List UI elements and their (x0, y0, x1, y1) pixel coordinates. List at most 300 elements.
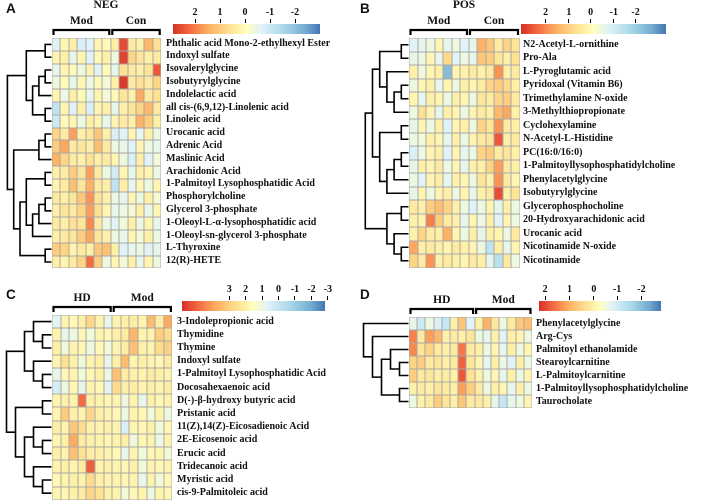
heatmap-cell (86, 394, 95, 407)
heatmap-cell (128, 192, 136, 205)
heatmap-cell (86, 230, 94, 243)
heatmap-cell (443, 200, 452, 214)
heatmap-cell (119, 192, 127, 205)
heatmap-cell (69, 341, 78, 354)
heatmap-cell (119, 115, 127, 128)
heatmap-cell (112, 368, 121, 381)
heatmap-cell (418, 187, 427, 201)
heatmap-cell (503, 92, 512, 106)
heatmap-cell (128, 153, 136, 166)
heatmap-cell (60, 140, 68, 153)
heatmap-cell (435, 38, 444, 52)
heatmap-cell (153, 64, 161, 77)
heatmap-cell (460, 38, 469, 52)
heatmap-cell (111, 102, 119, 115)
heatmap-cell (153, 192, 161, 205)
heatmap-cell (442, 382, 450, 395)
heatmap-cell (136, 102, 144, 115)
heatmap-cell (128, 166, 136, 179)
heatmap-cell (425, 369, 433, 382)
heatmap-cell (475, 382, 483, 395)
heatmap-cell (111, 140, 119, 153)
heatmap-cell (516, 343, 524, 356)
heatmap-cell (507, 356, 515, 369)
heatmap-cell (458, 343, 466, 356)
heatmap-cell (426, 227, 435, 241)
legend-tick-label: -1 (290, 284, 300, 295)
legend-tick (270, 19, 271, 23)
heatmap-cell (86, 460, 95, 473)
heatmap-cell (136, 192, 144, 205)
heatmap-cell (138, 381, 147, 394)
heatmap-cell (129, 473, 138, 486)
legend-tick-label: 2 (192, 7, 198, 18)
heatmap-cell (112, 447, 121, 460)
heatmap-cell (460, 227, 469, 241)
heatmap-cell (417, 343, 425, 356)
heatmap-cell (409, 200, 418, 214)
heatmap-cell (460, 92, 469, 106)
row-label: Urocanic acid (166, 127, 225, 139)
row-label: Isovalerylglycine (166, 63, 239, 75)
heatmap-cell (452, 214, 461, 228)
heatmap-cell (102, 140, 110, 153)
heatmap-cell (144, 89, 152, 102)
heatmap-cell (78, 394, 87, 407)
heatmap-cell (78, 434, 87, 447)
heatmap-cell (60, 217, 68, 230)
heatmap-cell (511, 52, 520, 66)
heatmap-cell (61, 407, 70, 420)
heatmap-cell (409, 173, 418, 187)
heatmap-cell (491, 356, 499, 369)
heatmap-cell (524, 343, 532, 356)
heatmap-cell (129, 381, 138, 394)
heatmap-cell (147, 355, 156, 368)
heatmap-cell (144, 217, 152, 230)
heatmap-cell (69, 153, 77, 166)
heatmap-cell (426, 173, 435, 187)
heatmap-cell (486, 187, 495, 201)
group-label-con: Con (125, 15, 147, 27)
row-label: Arachidonic Acid (166, 165, 241, 177)
heatmap-cell (477, 52, 486, 66)
heatmap-cell (409, 146, 418, 160)
heatmap-cell (435, 133, 444, 147)
heatmap-cell (119, 204, 127, 217)
heatmap-cell (409, 119, 418, 133)
heatmap-cell (164, 355, 173, 368)
heatmap-cell (94, 217, 102, 230)
heatmap-cell (452, 254, 461, 268)
heatmap-cell (153, 140, 161, 153)
heatmap-cell (511, 92, 520, 106)
heatmap-cell (52, 473, 61, 486)
heatmap-cell (52, 166, 60, 179)
heatmap-cell (52, 407, 61, 420)
heatmap-cell (121, 460, 130, 473)
heatmap-cell (511, 173, 520, 187)
legend-tick-label: -1 (609, 7, 618, 18)
heatmap-cell (77, 102, 85, 115)
heatmap-cell (111, 115, 119, 128)
legend-tick-label: 0 (591, 284, 597, 295)
heatmap-cell (144, 76, 152, 89)
heatmap-cell (69, 315, 78, 328)
heatmap-cell (95, 421, 104, 434)
row-label: D(-)-β-hydroxy butyric acid (177, 394, 296, 406)
heatmap-cell (104, 473, 113, 486)
heatmap-cell (477, 133, 486, 147)
row-label: Urocanic acid (523, 227, 582, 239)
heatmap-cell (112, 381, 121, 394)
row-label: Indoxyl sulfate (177, 355, 241, 367)
legend-tick (613, 19, 614, 23)
row-label: Phthalic acid Mono-2-ethylhexyl Ester (166, 37, 331, 49)
heatmap-cell (60, 38, 68, 51)
heatmap-cell (460, 200, 469, 214)
heatmap-cell (69, 434, 78, 447)
heatmap-cell (102, 179, 110, 192)
heatmap-cell (147, 473, 156, 486)
heatmap-cell (129, 421, 138, 434)
heatmap-cell (503, 227, 512, 241)
heatmap-cell (477, 200, 486, 214)
heatmap-cell (418, 52, 427, 66)
panel-letter-d: D (360, 287, 370, 302)
heatmap-cell (511, 214, 520, 228)
heatmap-cell (61, 355, 70, 368)
heatmap-cell (147, 394, 156, 407)
heatmap-cell (409, 106, 418, 120)
heatmap-cell (418, 227, 427, 241)
row-label: Stearoylcarnitine (536, 356, 610, 368)
heatmap-cell (78, 315, 87, 328)
legend-tick (311, 296, 312, 300)
heatmap-cell (136, 243, 144, 256)
heatmap-cell (94, 128, 102, 141)
heatmap-cell (60, 179, 68, 192)
heatmap-cell (121, 341, 130, 354)
heatmap-cell (78, 421, 87, 434)
heatmap-cell (61, 434, 70, 447)
heatmap-cell (434, 356, 442, 369)
heatmap-cell (155, 447, 164, 460)
heatmap-cell (499, 382, 507, 395)
heatmap-cell (94, 51, 102, 64)
heatmap-cell (155, 394, 164, 407)
legend-tick-label: -2 (307, 284, 316, 295)
heatmap-cell (435, 146, 444, 160)
heatmap-cell (119, 140, 127, 153)
heatmap-cell (486, 254, 495, 268)
row-label: Pyridoxal (Vitamin B6) (523, 79, 623, 90)
heatmap-cell (409, 92, 418, 106)
heatmap-cell (494, 173, 503, 187)
heatmap-cell (136, 51, 144, 64)
heatmap-cell (102, 51, 110, 64)
heatmap-cell (434, 382, 442, 395)
heatmap-cell (511, 227, 520, 241)
heatmap-cell (77, 153, 85, 166)
heatmap-cell (52, 51, 60, 64)
heatmap-cell (418, 146, 427, 160)
heatmap-cell (121, 368, 130, 381)
legend-tick-label: -1 (265, 7, 275, 18)
heatmap-cell (443, 146, 452, 160)
heatmap-cell (409, 369, 417, 382)
heatmap-cell (153, 89, 161, 102)
heatmap-cell (111, 230, 119, 243)
heatmap-cell (483, 330, 491, 343)
row-label: Phosphorylcholine (166, 191, 246, 203)
heatmap-cell (483, 395, 491, 408)
heatmap-cell (507, 369, 515, 382)
heatmap-cell (418, 92, 427, 106)
heatmap-cell (119, 166, 127, 179)
heatmap-cell (164, 394, 173, 407)
heatmap-cell (86, 115, 94, 128)
heatmap-cell (129, 341, 138, 354)
heatmap-cell (69, 473, 78, 486)
heatmap-cell (104, 421, 113, 434)
heatmap-cell (435, 65, 444, 79)
row-label: Palmitoyl ethanolamide (536, 343, 638, 355)
heatmap-cell (469, 200, 478, 214)
heatmap-cell (119, 51, 127, 64)
heatmap-cell (503, 133, 512, 147)
row-label: Pro-Ala (523, 52, 557, 63)
heatmap-cell (511, 133, 520, 147)
heatmap-cell (516, 330, 524, 343)
heatmap-cell (128, 140, 136, 153)
heatmap-cell (128, 64, 136, 77)
heatmap-cell (418, 241, 427, 255)
heatmap-cell (483, 356, 491, 369)
heatmap-cell (128, 115, 136, 128)
heatmap-cell (102, 38, 110, 51)
heatmap-cell (469, 227, 478, 241)
heatmap-cell (450, 330, 458, 343)
heatmap-cell (458, 330, 466, 343)
heatmap-cell (409, 79, 418, 93)
heatmap-cell (52, 140, 60, 153)
heatmap-cell (164, 421, 173, 434)
heatmap-cell (77, 217, 85, 230)
heatmap-cell (128, 243, 136, 256)
heatmap-cell (86, 204, 94, 217)
heatmap-cell (469, 65, 478, 79)
heatmap-cell (486, 133, 495, 147)
heatmap-cell (86, 434, 95, 447)
heatmap-cell (426, 92, 435, 106)
heatmap-cell (460, 79, 469, 93)
heatmap-cell (511, 160, 520, 174)
heatmap-cell (418, 65, 427, 79)
group-label-mod: Mod (427, 15, 451, 27)
heatmap-cell (61, 447, 70, 460)
heatmap-cell (102, 128, 110, 141)
heatmap-cell (443, 227, 452, 241)
heatmap-cell (60, 115, 68, 128)
heatmap-cell (104, 460, 113, 473)
heatmap-cell (466, 317, 474, 330)
heatmap-cell (138, 355, 147, 368)
heatmap-cell (60, 230, 68, 243)
group-label-hd: HD (73, 292, 91, 304)
heatmap-cell (86, 256, 94, 269)
heatmap-cell (466, 356, 474, 369)
heatmap-cell (129, 328, 138, 341)
heatmap-cell (516, 382, 524, 395)
heatmap-cell (52, 447, 61, 460)
heatmap-cell (503, 173, 512, 187)
heatmap-cell (477, 92, 486, 106)
heatmap-cell (155, 328, 164, 341)
panel-letter-c: C (6, 287, 16, 302)
legend-tick (262, 296, 263, 300)
heatmap-cell (452, 119, 461, 133)
heatmap-cell (460, 146, 469, 160)
heatmap-cell (425, 382, 433, 395)
heatmap-cell (443, 187, 452, 201)
heatmap-cell (443, 119, 452, 133)
heatmap-cell (507, 343, 515, 356)
heatmap-cell (69, 128, 77, 141)
heatmap-cell (111, 217, 119, 230)
heatmap-cell (426, 187, 435, 201)
heatmap-cell (486, 173, 495, 187)
legend-tick-label: 2 (243, 284, 249, 295)
heatmap-cell (121, 447, 130, 460)
heatmap-cell (435, 227, 444, 241)
legend-tick (278, 296, 279, 300)
heatmap-cell (52, 76, 60, 89)
heatmap-cell (77, 243, 85, 256)
heatmap-cell (494, 133, 503, 147)
heatmap-cell (86, 217, 94, 230)
heatmap-cell (426, 214, 435, 228)
heatmap-cell (452, 200, 461, 214)
legend-colorbar (173, 24, 320, 34)
heatmap-cell (466, 343, 474, 356)
heatmap-cell (452, 38, 461, 52)
heatmap-cell (102, 204, 110, 217)
heatmap-cell (61, 487, 70, 500)
heatmap-cell (111, 51, 119, 64)
heatmap-cell (452, 173, 461, 187)
heatmap-cell (111, 153, 119, 166)
heatmap-cell (136, 204, 144, 217)
heatmap-cell (475, 356, 483, 369)
heatmap-cell (61, 315, 70, 328)
heatmap-cell (452, 106, 461, 120)
heatmap-cell (95, 447, 104, 460)
heatmap-cell (69, 38, 77, 51)
heatmap-cell (486, 92, 495, 106)
heatmap-cell (147, 447, 156, 460)
heatmap-cell (52, 394, 61, 407)
heatmap-cell (69, 115, 77, 128)
heatmap-cell (112, 473, 121, 486)
heatmap-cell (112, 407, 121, 420)
heatmap-cell (503, 146, 512, 160)
heatmap-cell (452, 52, 461, 66)
heatmap-cell (164, 447, 173, 460)
heatmap-cell (475, 369, 483, 382)
heatmap-cell (52, 256, 60, 269)
heatmap-cell (153, 102, 161, 115)
row-label: Arg-Cys (536, 330, 573, 342)
row-label: Erucic acid (177, 447, 226, 459)
heatmap-cell (138, 487, 147, 500)
heatmap-cell (524, 356, 532, 369)
heatmap-cell (104, 355, 113, 368)
heatmap-cell (69, 243, 77, 256)
heatmap-cell (147, 381, 156, 394)
heatmap-cell (60, 51, 68, 64)
heatmap-cell (147, 434, 156, 447)
heatmap-cell (426, 200, 435, 214)
row-label: L-Pyroglutamic acid (523, 65, 611, 77)
heatmap-cell (112, 487, 121, 500)
heatmap-cell (77, 230, 85, 243)
heatmap-cell (442, 317, 450, 330)
heatmap-cell (128, 217, 136, 230)
heatmap-cell (147, 421, 156, 434)
heatmap-cell (69, 64, 77, 77)
heatmap-cell (435, 92, 444, 106)
heatmap-cell (458, 356, 466, 369)
heatmap-cell (136, 38, 144, 51)
heatmap-cell (155, 487, 164, 500)
legend-tick (617, 296, 618, 300)
heatmap-cell (69, 204, 77, 217)
heatmap-cell (409, 227, 418, 241)
heatmap-cell (475, 317, 483, 330)
row-label: Indoxyl sulfate (166, 50, 230, 62)
heatmap-cell (409, 187, 418, 201)
heatmap-cell (95, 434, 104, 447)
row-label: Nicotinamide N-oxide (523, 241, 617, 252)
heatmap-cell (104, 328, 113, 341)
heatmap-cell (69, 192, 77, 205)
heatmap-cell (52, 115, 60, 128)
heatmap-cell (52, 89, 60, 102)
heatmap-cell (102, 166, 110, 179)
heatmap-cell (86, 447, 95, 460)
heatmap-cell (164, 407, 173, 420)
heatmap-cell (494, 52, 503, 66)
heatmap-cell (128, 38, 136, 51)
heatmap-cell (483, 369, 491, 382)
heatmap-cell (77, 128, 85, 141)
heatmap-cell (466, 330, 474, 343)
heatmap-cell (136, 64, 144, 77)
heatmap-cell (153, 243, 161, 256)
heatmap-cell (426, 146, 435, 160)
heatmap-cell (52, 434, 61, 447)
heatmap-cell (469, 106, 478, 120)
heatmap-cell (418, 79, 427, 93)
heatmap-cell (450, 369, 458, 382)
row-label: 1-Palmitoyllysophosphatidylcholine (536, 382, 689, 394)
heatmap-cell (52, 315, 61, 328)
heatmap-cell (425, 395, 433, 408)
heatmap-cell (121, 355, 130, 368)
heatmap-cell (52, 38, 60, 51)
heatmap-cell (77, 204, 85, 217)
